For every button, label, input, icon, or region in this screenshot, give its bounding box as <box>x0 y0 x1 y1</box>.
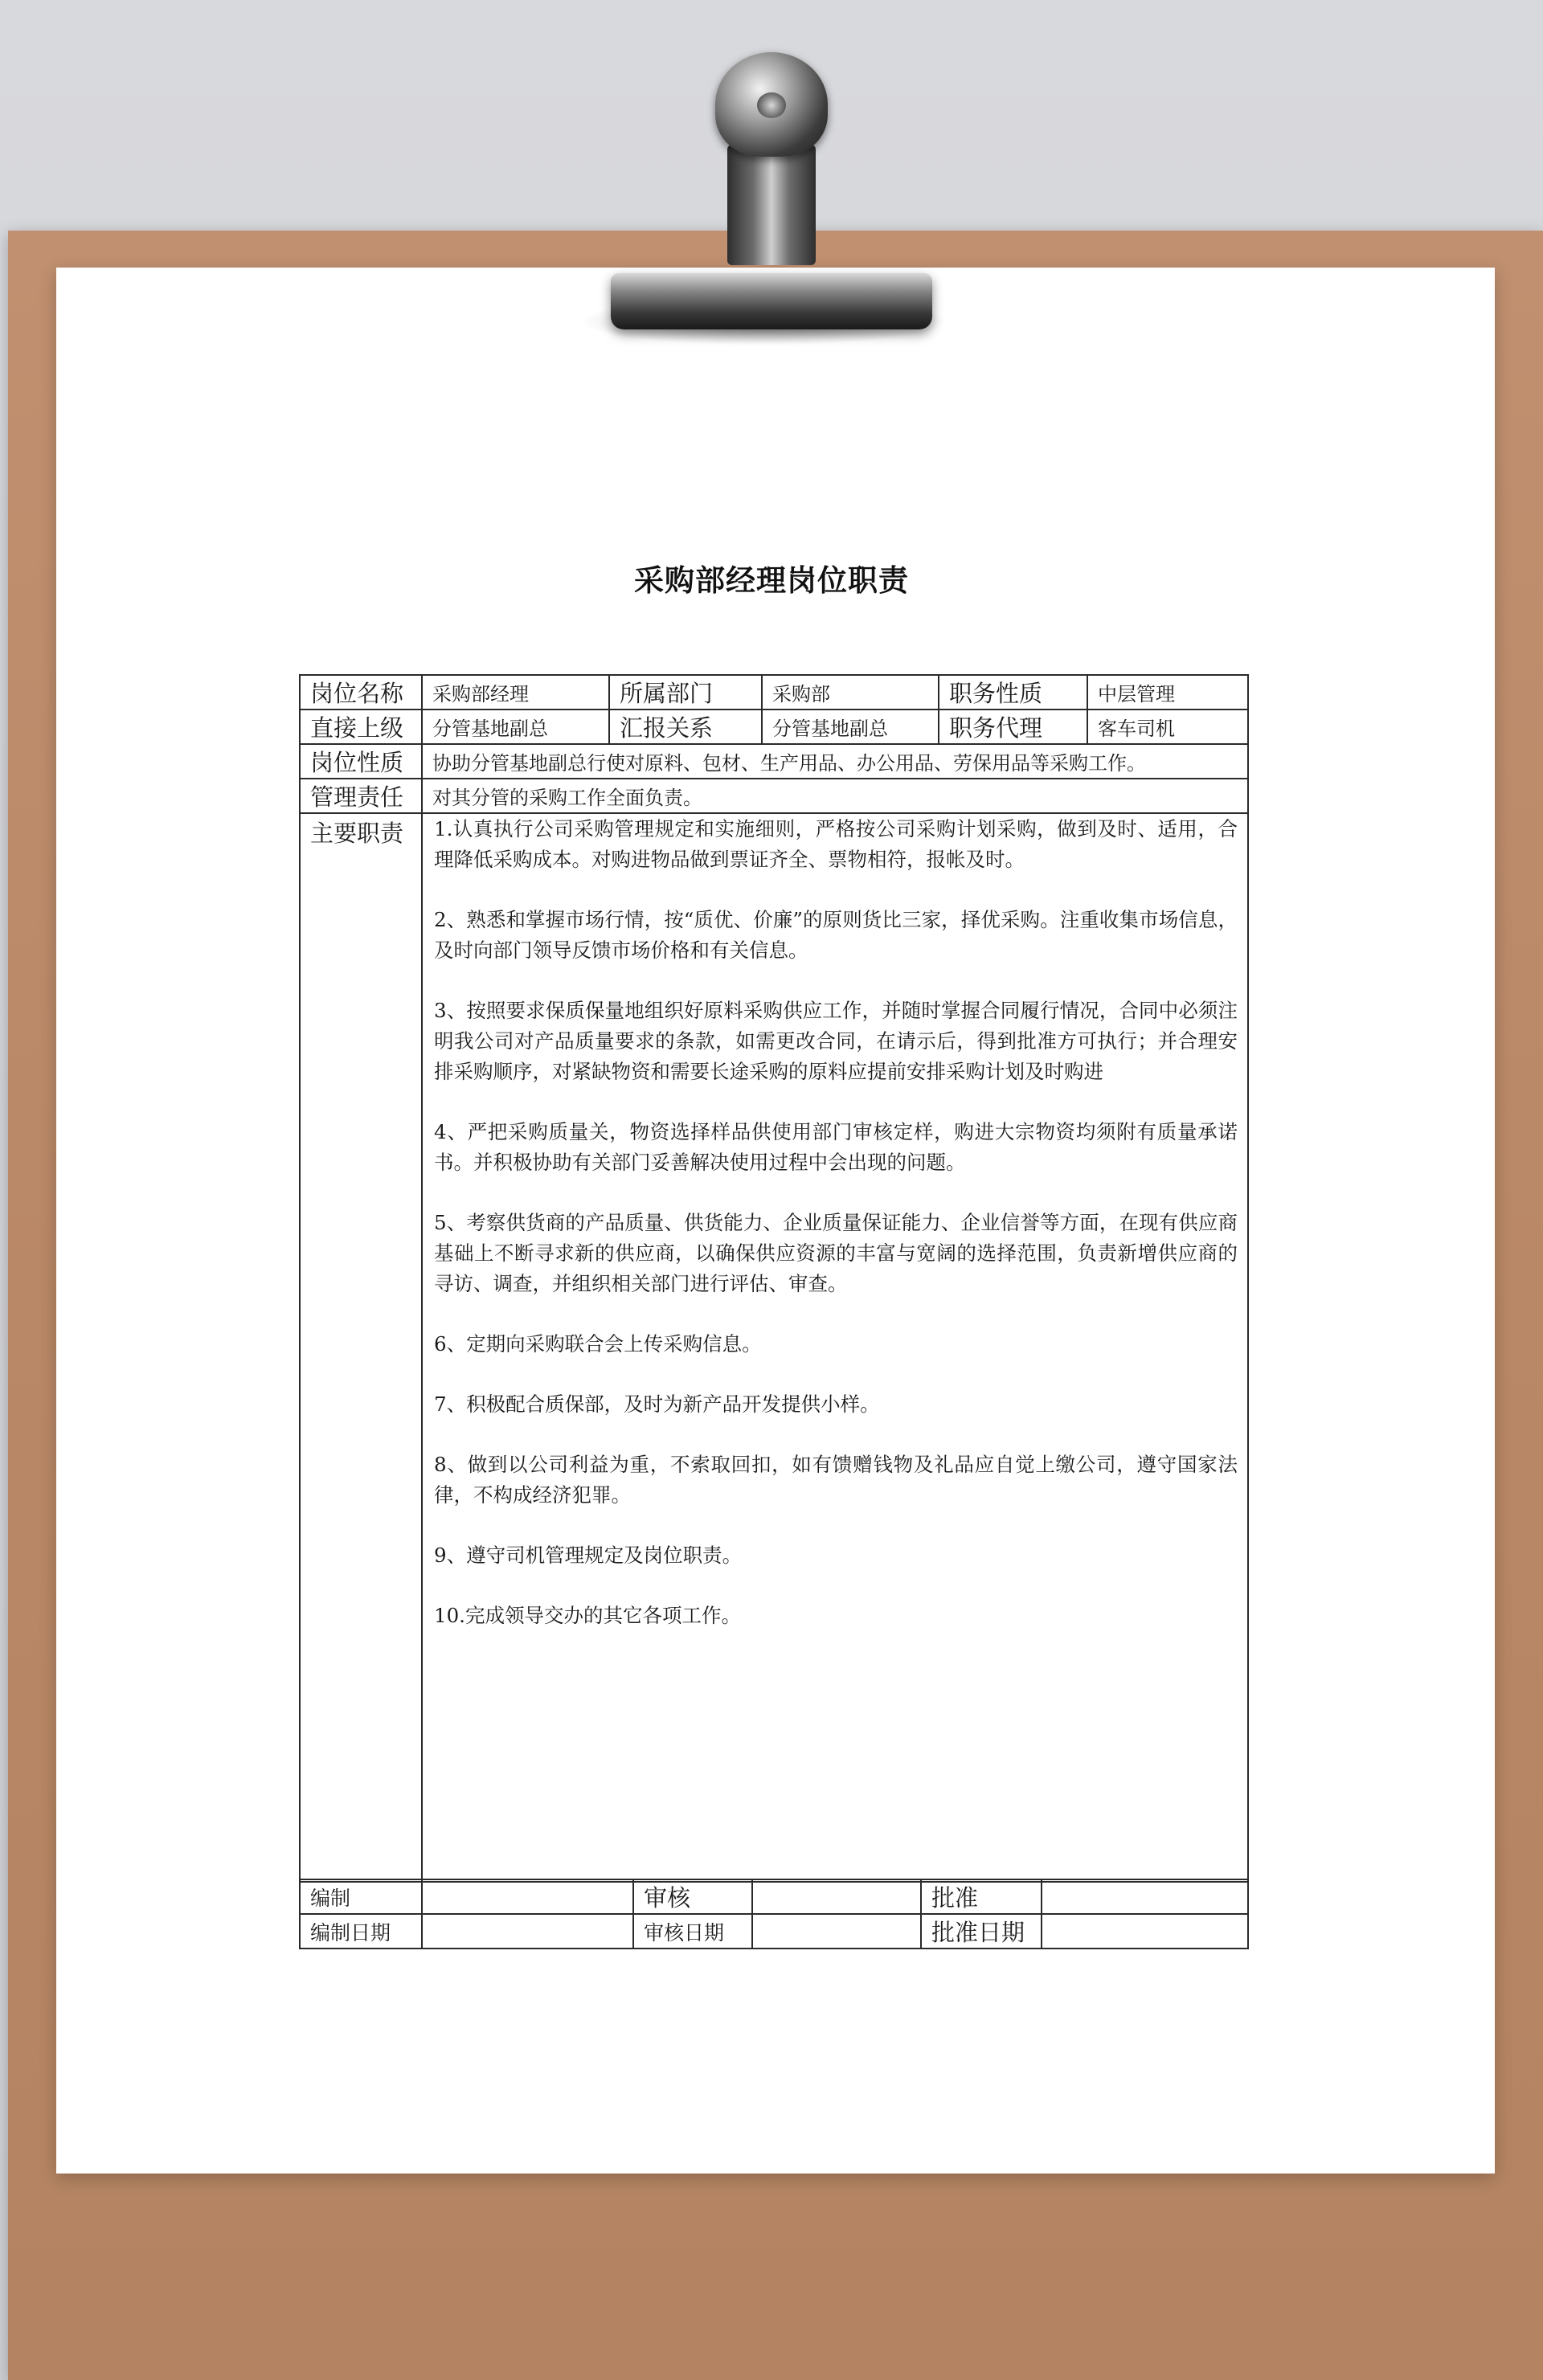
position-name-value: 采购部经理 <box>422 675 609 710</box>
table-row <box>300 1914 1248 1949</box>
department-value: 采购部 <box>762 675 939 710</box>
reporting-value: 分管基地副总 <box>762 710 939 744</box>
reviewed-by-value <box>752 1879 921 1914</box>
responsibility-label: 管理责任 <box>300 779 422 813</box>
table-row <box>300 744 1248 779</box>
nature-label: 岗位性质 <box>300 744 422 779</box>
reviewed-date-label: 审核日期 <box>633 1914 752 1949</box>
approved-date-label: 批准日期 <box>921 1914 1042 1949</box>
reviewed-by-label: 审核 <box>633 1879 752 1914</box>
duties-label: 主要职责 <box>300 813 422 1882</box>
reporting-label: 汇报关系 <box>609 710 762 744</box>
approved-by-label: 批准 <box>921 1879 1042 1914</box>
compiled-date-label: 编制日期 <box>300 1914 422 1949</box>
list-item: 9、遵守司机管理规定及岗位职责。 <box>434 1544 743 1567</box>
list-item: 2、熟悉和掌握市场行情，按“质优、价廉”的原则货比三家，择优采购。注重收集市场信息，及时向部门领导反馈市场价格和有关信息。 <box>434 908 1238 962</box>
position-name-label: 岗位名称 <box>300 675 422 710</box>
approved-date-value <box>1042 1914 1248 1949</box>
list-item: 1.认真执行公司采购管理规定和实施细则，严格按公司采购计划采购，做到及时、适用，合理降低采购成本。对购进物品做到票证齐全、票物相符，报帐及时。 <box>434 817 1238 871</box>
document-title: 采购部经理岗位职责 <box>634 562 909 598</box>
table-row <box>300 675 1248 710</box>
direct-superior-value: 分管基地副总 <box>422 710 609 744</box>
signoff-table <box>299 1879 1249 1949</box>
deputy-value: 客车司机 <box>1087 710 1248 744</box>
responsibility-value: 对其分管的采购工作全面负责。 <box>422 779 1248 813</box>
list-item: 7、积极配合质保部，及时为新产品开发提供小样。 <box>434 1392 880 1416</box>
compiled-by-label: 编制 <box>300 1879 422 1914</box>
compiled-by-value <box>422 1879 633 1914</box>
compiled-date-value <box>422 1914 633 1949</box>
deputy-label: 职务代理 <box>939 710 1087 744</box>
table-row <box>300 1879 1248 1914</box>
department-label: 所属部门 <box>609 675 762 710</box>
job-type-label: 职务性质 <box>939 675 1087 710</box>
list-item: 4、严把采购质量关，物资选择样品供使用部门审核定样，购进大宗物资均须附有质量承诺书。并积极协助有关部门妥善解决使用过程中会出现的问题。 <box>434 1120 1238 1174</box>
list-item: 8、做到以公司利益为重，不索取回扣，如有馈赠钱物及礼品应自觉上缴公司，遵守国家法律，不构成经济犯罪。 <box>434 1453 1238 1507</box>
job-type-value: 中层管理 <box>1087 675 1248 710</box>
job-duty-table <box>299 674 1249 1883</box>
direct-superior-label: 直接上级 <box>300 710 422 744</box>
reviewed-date-value <box>752 1914 921 1949</box>
approved-by-value <box>1042 1879 1248 1914</box>
list-item: 6、定期向采购联合会上传采购信息。 <box>434 1332 762 1356</box>
duties-cell <box>422 813 1248 1882</box>
table-row <box>300 813 1248 1882</box>
list-item: 5、考察供货商的产品质量、供货能力、企业质量保证能力、企业信誉等方面，在现有供应商基础上不断寻求新的供应商，以确保供应资源的丰富与宽阔的选择范围，负责新增供应商的寻访、调查，并组织相关部门进行评估、审查。 <box>434 1211 1238 1295</box>
list-item: 10.完成领导交办的其它各项工作。 <box>434 1604 741 1627</box>
table-row <box>300 710 1248 744</box>
table-row <box>300 779 1248 813</box>
binder-clip-icon <box>579 48 948 354</box>
list-item: 3、按照要求保质保量地组织好原料采购供应工作，并随时掌握合同履行情况，合同中必须注明我公司对产品质量要求的条款，如需更改合同，在请示后，得到批准方可执行；并合理安排采购顺序，对紧缺物资和需要长途采购的原料应提前安排采购计划及时购进 <box>434 999 1238 1083</box>
nature-value: 协助分管基地副总行使对原料、包材、生产用品、办公用品、劳保用品等采购工作。 <box>422 744 1248 779</box>
